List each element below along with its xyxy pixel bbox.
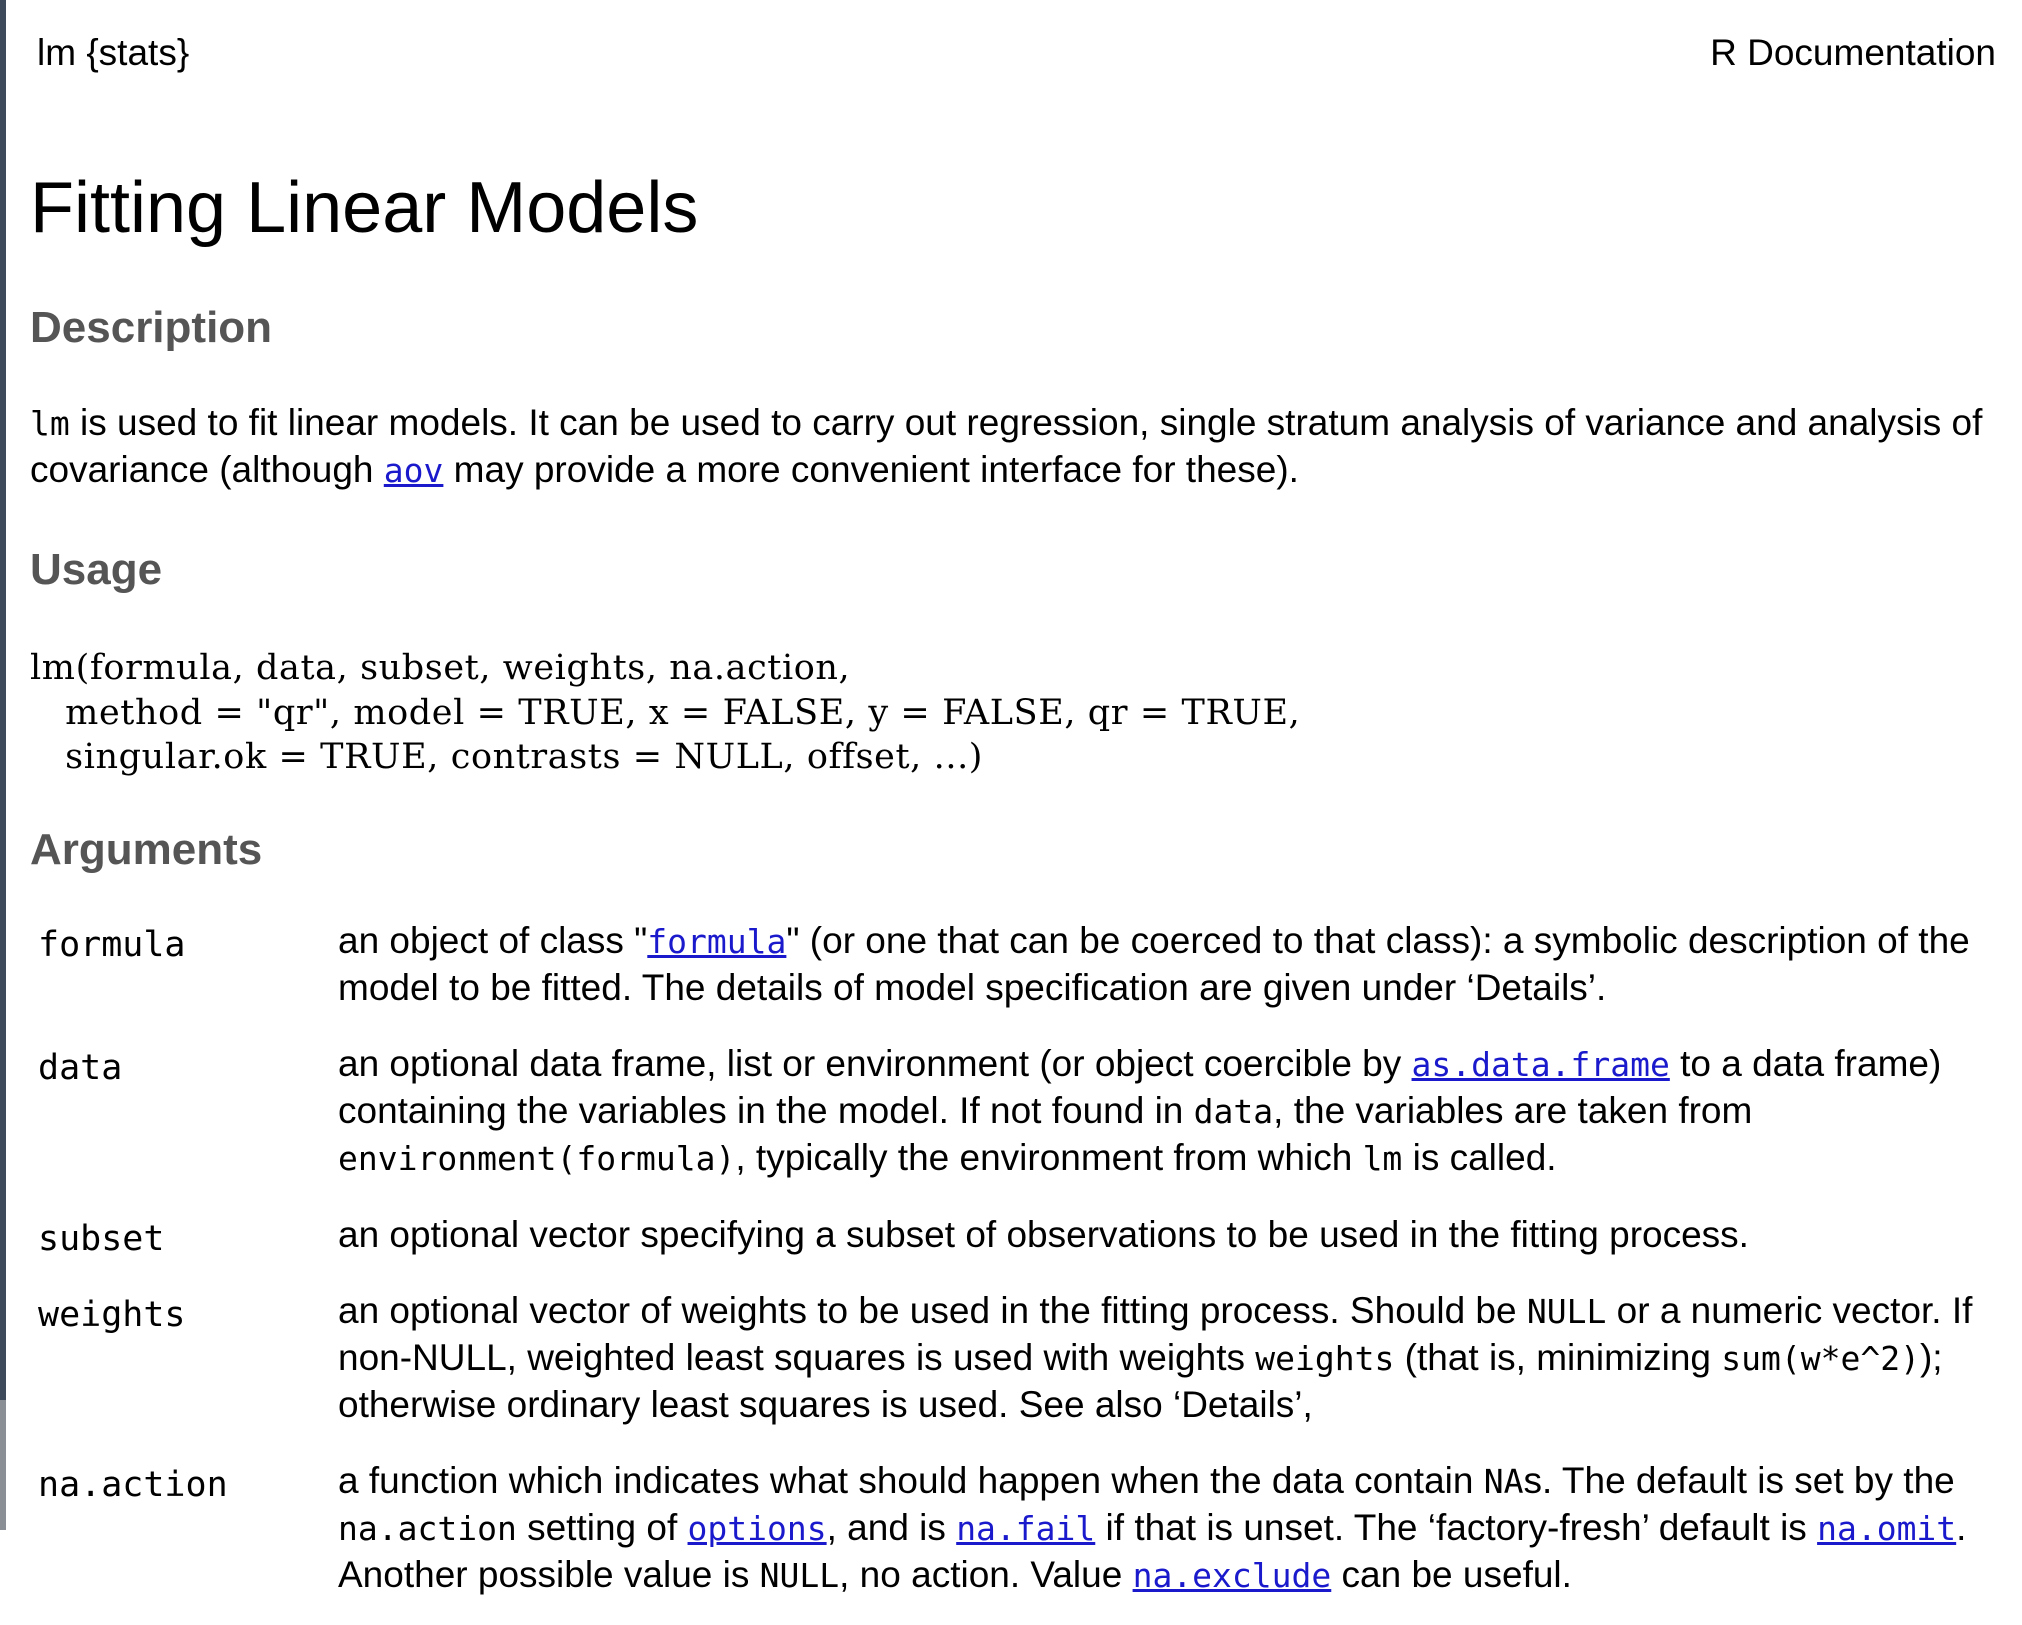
text: s. The default is set by the (1523, 1459, 1955, 1501)
arg-row-data (30, 1037, 1996, 1208)
lm-code: lm (30, 404, 70, 443)
na-omit-link[interactable]: na.omit (1817, 1508, 1957, 1548)
inline-code: NA (1483, 1461, 1524, 1501)
inline-code: lm (1362, 1138, 1403, 1178)
text: , no action. Value (839, 1553, 1133, 1595)
na-fail-link[interactable]: na.fail (956, 1508, 1096, 1548)
arguments-heading: Arguments (30, 824, 263, 874)
text: setting of (516, 1506, 688, 1548)
arg-desc-data (338, 1037, 1996, 1208)
inline-code: NULL (759, 1555, 840, 1595)
text: (that is, minimizing (1394, 1336, 1722, 1378)
description-paragraph (30, 400, 1996, 494)
text: if that is unset. The ‘factory-fresh’ default is (1095, 1506, 1818, 1548)
as-data-frame-link[interactable]: as.data.frame (1411, 1044, 1670, 1084)
description-text-end: may provide a more convenient interface for these). (443, 449, 1299, 490)
text: a function which indicates what should happen when the data contain (338, 1459, 1484, 1501)
text: , the variables are taken from (1273, 1089, 1753, 1131)
text: to a data frame) containing the variables in the model. If not found in (338, 1042, 1942, 1131)
arg-row-subset (30, 1208, 1996, 1284)
text: an optional data frame, list or environment (or object coercible by (338, 1042, 1412, 1084)
arg-name-formula: formula (38, 924, 186, 965)
text: " (or one that can be coerced to that class): a symbolic description of the model to be fitted. The details of model specification are given under ‘Details’. (338, 919, 1970, 1008)
arg-desc-subset: an optional vector specifying a subset of observations to be used in the fitting process. (338, 1213, 1749, 1255)
na-exclude-link[interactable]: na.exclude (1132, 1555, 1332, 1595)
text: , typically the environment from which (735, 1136, 1363, 1178)
text: an object of class " (338, 919, 648, 961)
arg-row-formula (30, 914, 1996, 1037)
formula-link[interactable]: formula (647, 921, 787, 961)
aov-link[interactable]: aov (383, 451, 444, 490)
doc-type-label: R Documentation (1710, 32, 1996, 73)
inline-code: na.action (338, 1508, 517, 1548)
page-title: Fitting Linear Models (30, 168, 699, 248)
usage-code: lm(formula, data, subset, weights, na.action, method = "qr", model = TRUE, x = FALSE, y = FALSE, qr = TRUE, singular.ok = TRUE, contrasts = NULL, offset, ...) (30, 648, 1301, 777)
description-text: is used to fit linear models. It can be used to carry out regression, single stratum analysis of variance and analysis of covariance (although (30, 402, 1983, 490)
arguments-table (30, 914, 1996, 1625)
arg-name-subset: subset (38, 1218, 165, 1259)
inline-code: sum(w*e^2) (1721, 1338, 1920, 1378)
doc-header (30, 0, 1996, 84)
text: . Another possible value is (338, 1506, 1967, 1595)
text: or a numeric vector. If non-NULL, weighted least squares is used with weights (338, 1289, 1973, 1378)
topic-label: lm {stats} (37, 32, 190, 73)
arg-name-na-action: na.action (38, 1464, 228, 1505)
inline-code: environment(formula) (338, 1138, 736, 1178)
text: an optional vector of weights to be used in the fitting process. Should be (338, 1289, 1527, 1331)
options-link[interactable]: options (687, 1508, 827, 1548)
text: can be useful. (1331, 1553, 1572, 1595)
inline-code: data (1193, 1091, 1274, 1131)
arg-desc-na-action (338, 1454, 1996, 1625)
inline-code: NULL (1526, 1291, 1607, 1331)
arg-name-weights: weights (38, 1294, 186, 1335)
text: , and is (826, 1506, 957, 1548)
arg-row-weights (30, 1284, 1996, 1454)
inline-code: weights (1255, 1338, 1395, 1378)
arg-desc-weights (338, 1284, 1996, 1454)
text: is called. (1402, 1136, 1557, 1178)
arg-row-na-action (30, 1454, 1996, 1625)
usage-heading: Usage (30, 545, 163, 594)
description-heading: Description (30, 303, 273, 352)
arg-name-data: data (38, 1047, 123, 1088)
text: ); otherwise ordinary least squares is used. See also ‘Details’, (338, 1336, 1943, 1425)
arg-desc-formula (338, 914, 1996, 1037)
